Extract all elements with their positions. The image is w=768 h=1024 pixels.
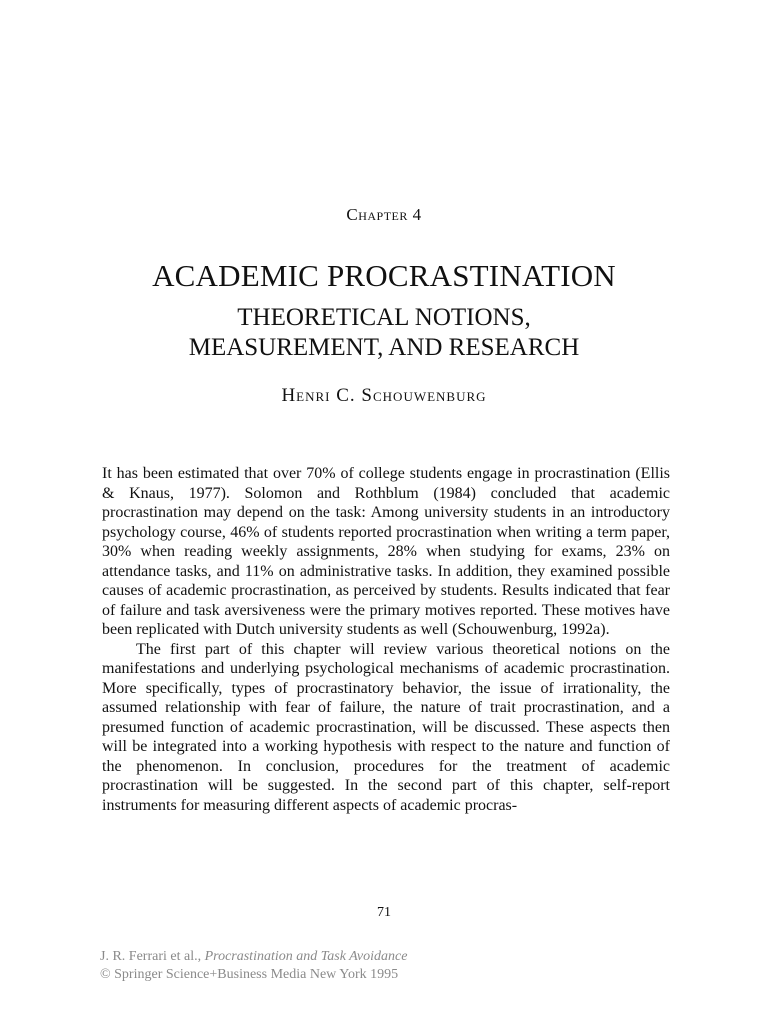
copyright-footer [100,948,407,984]
book-title: Procrastination and Task Avoidance [204,949,408,964]
paragraph-2: The first part of this chapter will review various theoretical notions on the manifestations and underlying psychological mechanisms of academic procrastination. More specifically, types of procrastinatory behavior, the issue of irrationality, the assumed relationship with fear of failure, the nature of trait procrastination, and a presumed function of academic procrastination, will be discussed. These aspects then will be integrated into a working hypothesis with respect to the nature and function of the phenomenon. In conclusion, procedures for the treatment of academic procrastination will be suggested. In the second part of this chapter, self-report instruments for measuring different aspects of academic procras- [102,640,670,814]
citation-prefix: J. R. Ferrari et al., [100,949,205,964]
chapter-title: ACADEMIC PROCRASTINATION [152,258,616,293]
subtitle-line-2: MEASUREMENT, AND RESEARCH [188,334,580,361]
subtitle-line-1: THEORETICAL NOTIONS, [237,304,531,331]
citation-line [100,948,407,966]
page-number: 71 [377,905,391,920]
body-text [102,464,670,815]
paragraph-1: It has been estimated that over 70% of college students engage in procrastination (Ellis & Knaus, 1977). Solomon and Rothblum (1984) concluded that academic procrastination may depend on the task: Among university students in an introductory psychology course, 46% of students reported procrastination when writing a term paper, 30% when reading weekly assignments, 28% when studying for exams, 23% on attendance tasks, and 11% on administrative tasks. In addition, they examined possible causes of academic procrastination, as perceived by students. Results indicated that fear of failure and task aversiveness were the primary motives reported. These motives have been replicated with Dutch university students as well (Schouwenburg, 1992a). [102,465,670,638]
copyright-line: © Springer Science+Business Media New York 1995 [100,967,399,982]
chapter-label: Chapter 4 [346,205,422,224]
chapter-subtitle [0,303,768,363]
author-name: Henri C. Schouwenburg [281,385,487,406]
